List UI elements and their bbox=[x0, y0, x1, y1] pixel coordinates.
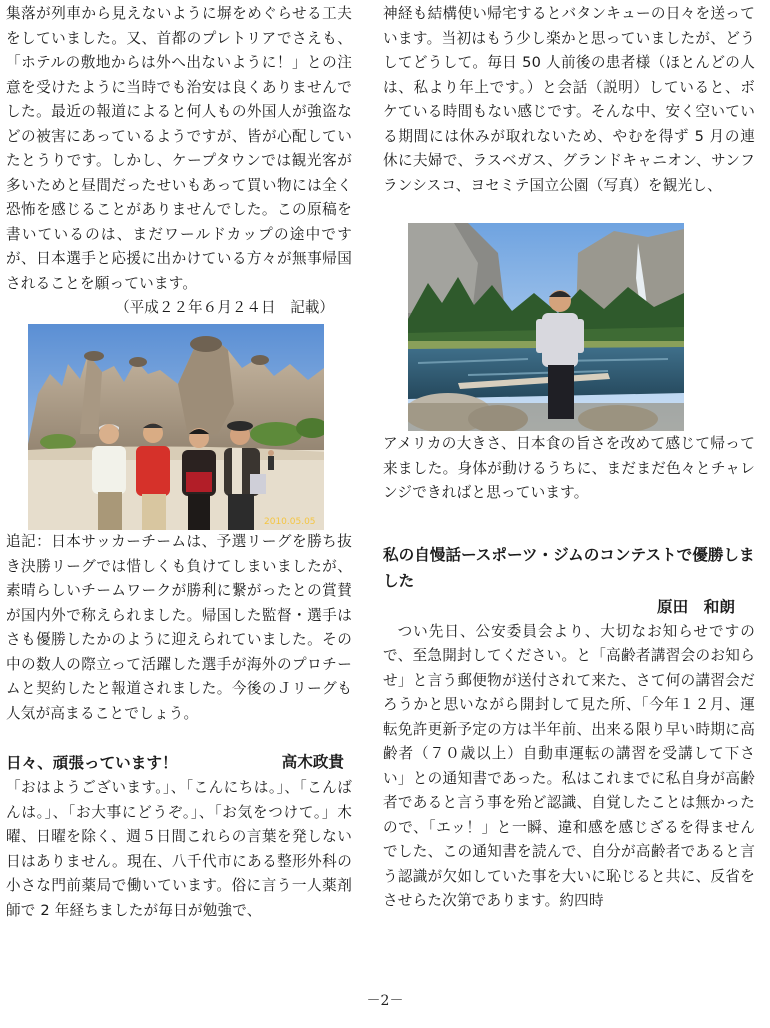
article-heading-right: 私の自慢話ースポーツ・ジムのコンテストで優勝しました bbox=[383, 545, 755, 590]
author-right: 原田 和朗 bbox=[657, 597, 735, 616]
right-paragraph-3: つい先日、公安委員会より、大切なお知らせですので、至急開封してください。と「高齢者講習会のお知らせ」と言う郵便物が送付されて来た、さて何の講習会だろうかと思いながら開封して見た所、「今年１２月、運転免許更新予定の方は半年前、出来る限り早い時期に高齢者（７０歳以上）自動車運転の講習を受講して下さい」との通知書であった。私はこれまでに私自身が高齢者であると言う事を殆ど認識、自覚したことは無かったので、「エッ！」と一瞬、違和感を感じざるを得ませんでした、この通知書を読んで、自分が高齢者であると言う認識が欠如していた事を大いに恥じると共に、反省をさせらた次第であります。約四時 bbox=[383, 622, 755, 909]
photo-date-stamp: 2010.05.05 bbox=[264, 517, 316, 527]
left-column-lower bbox=[6, 530, 352, 923]
right-paragraph-2: アメリカの大きさ、日本食の旨さを改めて感じて帰って来ました。身体が動けるうちに、まだまだ色々とチャレンジできればと思っています。 bbox=[383, 435, 755, 501]
left-column bbox=[6, 0, 352, 321]
right-paragraph-1: 神経も結構使い帰宅するとバタンキューの日々を送っています。当初はもう少し楽かと思っていましたが、どうしてどうして。毎日 50 人前後の患者様（ほとんどの人は、私より年上です。）と会話（説明）していると、ボケている時間もない感じです。そんな中、安く空いている期間には休みが取れないため、やむを得ず 5 月の連休に夫婦で、ラスベガス、グランドキャニオン、サンフランシスコ、ヨセミテ国立公園（写真）を観光し、 bbox=[383, 5, 755, 194]
yosemite-photo bbox=[408, 223, 684, 431]
left-paragraph-3: 「おはようございます。」、「こんにちは。」、「こんばんは。」、「お大事にどうぞ。」、「お気をつけて。」木曜、日曜を除く、週５日間これらの言葉を発しない日はありません。現在、八千代市にある整形外科の小さな門前薬局で働いています。俗に言う一人薬剤師で 2 年経ちましたが毎日が勉強で、 bbox=[6, 779, 352, 919]
date-note: （平成２２年６月２４日 記載） bbox=[115, 299, 334, 316]
left-paragraph-2: 追記：日本サッカーチームは、予選リーグを勝ち抜き決勝リーグでは惜しくも負けてしまいましたが、素晴らしいチームワークが勝利に繋がったとの賞賛が国内外で称えられました。帰国した監督・選手はさも優勝したかのように迎えられていました。その中の数人の際立って活躍した選手が海外のプロチームと契約したと報道されました。今後のＪリーグも人気が高まることでしょう。 bbox=[6, 533, 352, 722]
cappadocia-group-photo bbox=[28, 324, 324, 530]
right-column-lower bbox=[383, 432, 755, 914]
author-left: 高木政貴 bbox=[281, 753, 344, 771]
page-number: －2－ bbox=[366, 993, 404, 1009]
article-heading-left: 日々、頑張っています！ bbox=[6, 754, 178, 772]
right-column bbox=[383, 0, 755, 198]
left-paragraph-1: 集落が列車から見えないように塀をめぐらせる工夫をしていました。又、首都のプレトリアでさえも、「ホテルの敷地からは外へ出ないように！」との注意を受けたように当時でも治安は良くありませんでした。最近の報道によると何人もの外国人が強盗などの被害にあっているようですが、皆が心配していたとうりです。しかし、ケープタウンでは観光客が多いためと昼間だったせいもあって買い物には全く恐怖を感じることがありませんでした。この原稿を書いているのは、まだワールドカップの途中ですが、日本選手と応援に出かけている方々が無事帰国されることを願っています。 bbox=[6, 5, 352, 292]
